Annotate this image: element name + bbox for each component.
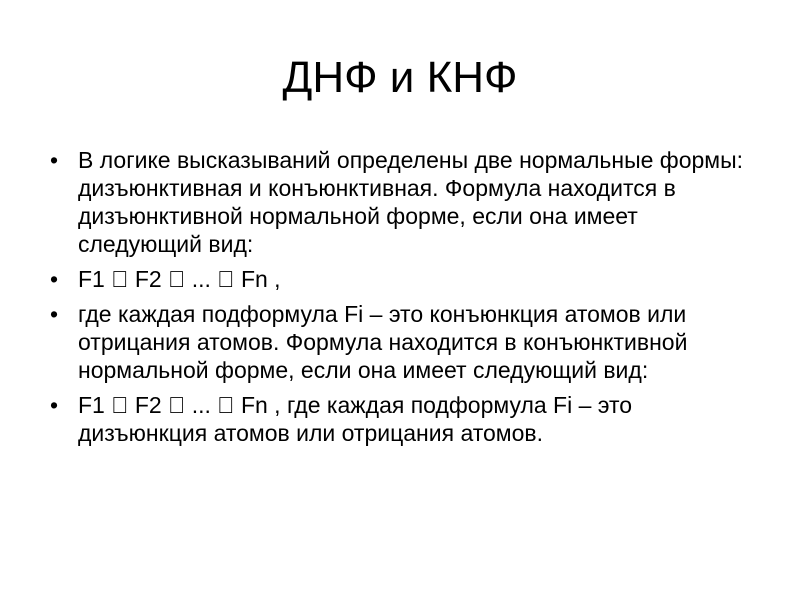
bullet-item-dnf-formula [44, 265, 764, 293]
slide-content [44, 146, 764, 454]
bullet-text: В логике высказываний определены две нормальные формы: дизъюнктивная и конъюнктивная. Формула находится в дизъюнктивной нормальной форме, если она имеет следующий вид: [78, 147, 744, 257]
bullet-item-definition [44, 146, 764, 258]
bullet-dot: • [49, 301, 59, 327]
bullet-list [44, 146, 764, 447]
bullet-text: где каждая подформула Fi – это конъюнкция атомов или отрицания атомов. Формула находится в конъюнктивной нормальной форме, если она имеет следующий вид: [78, 301, 688, 383]
slide-title: ДНФ и КНФ [282, 53, 518, 102]
bullet-text: F1 F2 ... Fn , [78, 266, 210, 292]
bullet-item-dnf-explanation [44, 300, 764, 384]
bullet-dot: • [49, 147, 59, 173]
bullet-dot: • [49, 392, 59, 418]
bullet-item-knf-formula [44, 391, 764, 447]
bullet-text: F1 F2 ... Fn , где каждая подформула Fi – это дизъюнкция атомов или отрицания атомов. [78, 392, 697, 446]
bullet-dot: • [49, 266, 59, 292]
